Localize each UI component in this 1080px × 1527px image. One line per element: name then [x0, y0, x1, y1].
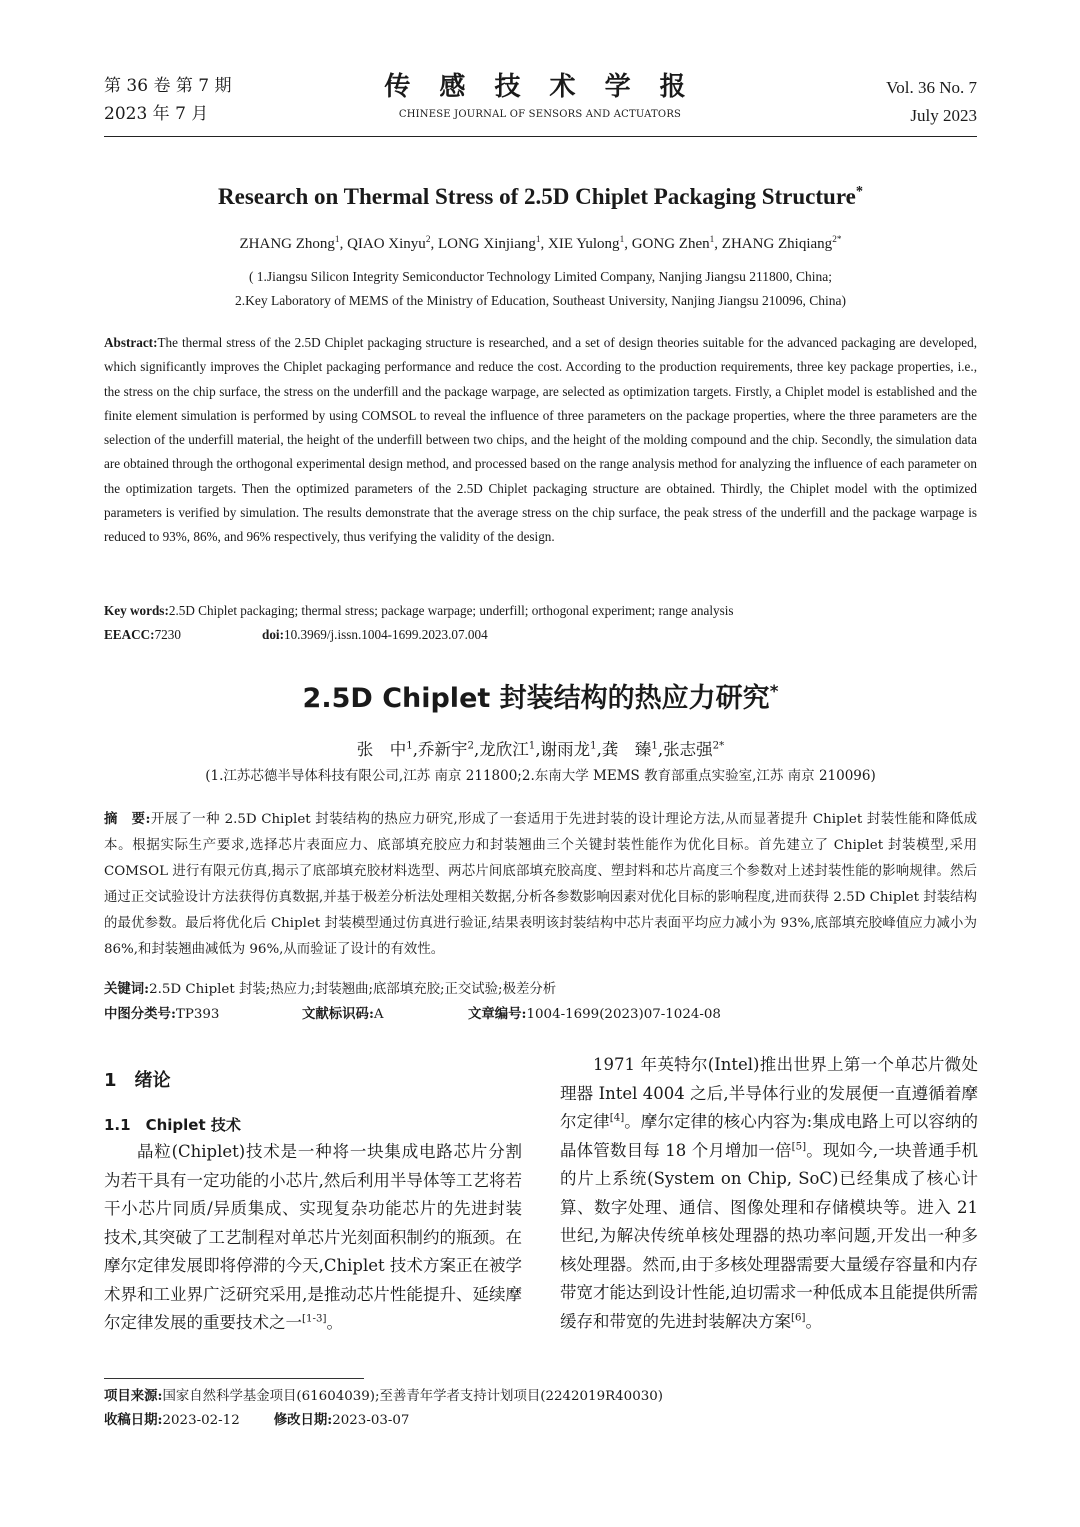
author-en-sup: 1 — [709, 235, 715, 245]
received-label: 收稿日期: — [104, 1412, 163, 1428]
abstract-cn-label: 摘 要: — [104, 811, 151, 827]
header-right — [886, 74, 977, 130]
fund-text: 国家自然科学基金项目(61604039);至善青年学者支持计划项目(2242019R40030) — [162, 1389, 663, 1404]
author-en: GONG Zhen — [631, 236, 710, 252]
paragraph-text: 。摩尔定律的核心内容为:集成电路上可以容纳的晶体管数目每 18 个月增加一倍 — [560, 1112, 978, 1160]
body-column-right — [560, 1051, 978, 1336]
affiliation-en-1: ( 1.Jiangsu Silicon Integrity Semiconductor Technology Limited Company, Nanjing Jiangsu 211800, China; — [248, 269, 833, 284]
paragraph-text: 。 — [326, 1313, 343, 1332]
author-cn-sup: 1 — [528, 740, 536, 752]
author-en: XIE Yulong — [548, 236, 620, 252]
paragraph-text: 1971 年英特尔(Intel)推出世界上第一个单芯片微处理器 Intel 4004 之后,半导体行业的发展便一直遵循着摩尔定律 — [560, 1055, 978, 1131]
author-cn: 谢雨龙 — [540, 740, 591, 759]
footnote-rule — [104, 1378, 364, 1379]
journal-title-cn: 传 感 技 术 学 报 — [384, 72, 696, 102]
abstract-en — [104, 331, 977, 550]
keywords-cn-label: 关键词: — [104, 981, 150, 997]
doccode-value: A — [373, 1007, 384, 1022]
author-cn: 张 中 — [356, 740, 407, 759]
body-column-left — [104, 1138, 522, 1338]
paper-title-cn — [104, 676, 977, 715]
dates-note — [104, 1408, 409, 1433]
class-label: 中图分类号: — [104, 1006, 176, 1022]
classification-number — [104, 1002, 219, 1027]
header-left — [104, 72, 231, 128]
funding-note — [104, 1384, 663, 1409]
paragraph-text: 。 — [805, 1311, 822, 1331]
citation[interactable]: [4] — [609, 1112, 625, 1124]
author-en: ZHANG Zhong — [239, 236, 335, 252]
date-cn: 2023 年 7 月 — [104, 104, 209, 124]
header-rule — [104, 136, 977, 137]
author-en: LONG Xinjiang — [437, 236, 536, 252]
paragraph-text: 晶粒(Chiplet)技术是一种将一块集成电路芯片分割为若干具有一定功能的小芯片,然后利用半导体等工艺将若干小芯片同质/异质集成、实现复杂功能芯片的先进封装技术,其突破了工艺制程对单芯片光刻面积制约的瓶颈。在摩尔定律发展即将停滞的今天,Chiplet 技术方案正在被学术界和工业界广泛研究采用,是推动芯片性能提升、延续摩尔定律发展的重要技术之一 — [104, 1142, 522, 1332]
affiliation-en-2: 2.Key Laboratory of MEMS of the Ministry of Education, Southeast University, Nanjing Jiangsu 210096, China) — [234, 293, 847, 308]
keywords-cn — [104, 977, 556, 1002]
keywords-en — [104, 599, 977, 623]
document-code — [302, 1002, 384, 1027]
title-en-text: Research on Thermal Stress of 2.5D Chiplet Packaging Structure — [218, 184, 856, 209]
author-en-sup: 1 — [535, 235, 541, 245]
authors-cn: 张 中$^1$,乔新宇$^2$,龙欣江$^1$,谢雨龙$^1$,龚 臻$^1$,张志强$^{2*}$ — [356, 740, 725, 759]
doccode-label: 文献标识码: — [302, 1006, 374, 1022]
section-heading-1: 1 绪论 — [104, 1070, 171, 1091]
article-number — [468, 1002, 721, 1027]
paper-title-en — [104, 184, 977, 210]
author-cn: 张志强 — [663, 740, 713, 759]
author-cn: 龚 臻 — [601, 740, 652, 759]
keywords-cn-text: 2.5D Chiplet 封装;热应力;封装翘曲;底部填充胶;正交试验;极差分析 — [149, 982, 557, 997]
author-cn-sup: 1 — [590, 740, 597, 752]
paragraph-text: 。现如今,一块普通手机的片上系统(System on Chip, SoC)已经集成了核心计算、数字处理、通信、图像处理和存储模块等。进入 21 世纪,为解决传统单核处理器的热功率问题,开发出一种多核处理器。然而,由于多核处理器需要大量缓存容量和内存带宽才能达到设计性能,迫切需求一种低成本且能提供所需缓存和带宽的先进封装解决方案 — [560, 1140, 978, 1331]
revised-date: 2023-03-07 — [332, 1413, 410, 1428]
author-cn-sup: 1 — [651, 740, 658, 752]
received-date: 2023-02-12 — [162, 1413, 240, 1428]
citation[interactable]: [5] — [791, 1141, 807, 1152]
eeacc-value: 7230 — [154, 627, 181, 642]
author-en-sup: 1 — [619, 235, 625, 245]
abstract-en-text: The thermal stress of the 2.5D Chiplet packaging structure is researched, and a set of design theories suitable for the advanced packaging are developed, which significantly improves the Chiplet packaging performance and reduce the cost. According to the production requirements, three key package properties, i.e., the stress on the chip surface, the stress on the underfill and the package warpage, are selected as optimization targets. Firstly, a Chiplet model is established and the finite element simulation is performed by using COMSOL to reveal the influence of three parameters on the package properties, where the three parameters are the selection of the underfill material, the height of the underfill between two chips, and the height of the molding compound and the chip. Secondly, the simulation data are obtained through the orthogonal experimental design method, and processed based on the range analysis method for analyzing the influence of each parameter on the optimization targets. Then the optimized parameters of the 2.5D Chiplet packaging structure are obtained. Thirdly, the Chiplet model with the optimized parameters is verified by simulation. The results demonstrate that the average stress on the chip surface, the peak stress of the underfill and the package warpage is reduced to 93%, 86%, and 96% respectively, thus verifying the validity of the design. — [104, 335, 977, 545]
title-cn-mark: * — [769, 681, 779, 701]
class-value: TP393 — [175, 1007, 220, 1022]
author-en-sup: 1 — [334, 235, 340, 245]
author-en: QIAO Xinyu — [347, 236, 426, 252]
author-cn-sup: 2 — [467, 740, 475, 752]
doi-value[interactable]: 10.3969/j.issn.1004-1699.2023.07.004 — [283, 627, 488, 642]
volume-issue-en: Vol. 36 No. 7 — [886, 78, 977, 97]
abstract-cn — [104, 806, 977, 963]
title-en-mark: * — [855, 183, 863, 200]
paragraph — [104, 1138, 522, 1338]
journal-title-en: CHINESE JOURNAL OF SENSORS AND ACTUATORS — [398, 109, 682, 120]
keywords-en-label: Key words: — [104, 603, 169, 618]
author-cn-sup: 1 — [406, 740, 413, 752]
doi — [262, 623, 488, 647]
abstract-cn-text: 开展了一种 2.5D Chiplet 封装结构的热应力研究,形成了一套适用于先进封装的设计理论方法,从而显著提升 Chiplet 封装性能和降低成本。根据实际生产要求,选择芯片表面应力、底部填充胶应力和封装翘曲三个关键封装性能作为优化目标。首先建立了 Chiplet 封装模型,采用 COMSOL 进行有限元仿真,揭示了底部填充胶材料选型、两芯片间底部填充胶高度、塑封料和芯片高度三个参数对上述封装性能的影响规律。然后通过正交试验设计方法获得仿真数据,并基于极差分析法处理相关数据,分析各参数影响因素对优化目标的影响程度,进而获得 2.5D Chiplet 封装结构的最优参数。最后将优化后 Chiplet 封装模型通过仿真进行验证,结果表明该封装结构中芯片表面平均应力减小为 93%,底部填充胶峰值应力减小为 86%,和封装翘曲减低为 96%,从而验证了设计的有效性。 — [104, 812, 978, 957]
paragraph — [560, 1051, 978, 1336]
author-cn: 乔新宇 — [418, 740, 468, 759]
fund-label: 项目来源: — [104, 1388, 163, 1404]
journal-masthead — [340, 66, 740, 120]
title-cn-text: 2.5D Chiplet 封装结构的热应力研究 — [302, 683, 770, 714]
date-en: July 2023 — [910, 106, 977, 125]
affiliation-cn: (1.江苏芯德半导体科技有限公司,江苏 南京 211800;2.东南大学 MEMS 教育部重点实验室,江苏 南京 210096) — [205, 768, 876, 784]
citation[interactable]: [1-3] — [302, 1313, 327, 1325]
affiliations-en — [104, 265, 977, 313]
author-cn-sup: 2* — [712, 740, 725, 752]
authors-en: ZHANG Zhong$^1$, QIAO Xinyu$^2$, LONG Xinjiang$^1$, XIE Yulong$^1$, GONG Zhen$^1$, ZHANG Zhiqiang$^{2*}$ — [239, 235, 842, 252]
volume-issue-cn: 第 36 卷 第 7 期 — [104, 76, 232, 96]
eeacc-label: EEACC: — [104, 627, 155, 642]
artnum-value: 1004-1699(2023)07-1024-08 — [526, 1007, 721, 1022]
keywords-en-text: 2.5D Chiplet packaging; thermal stress; package warpage; underfill; orthogonal experiment; range analysis — [168, 603, 734, 618]
author-en-sup: 2 — [425, 235, 431, 245]
author-cn: 龙欣江 — [479, 740, 529, 759]
abstract-en-label: Abstract: — [104, 335, 158, 350]
eeacc — [104, 623, 181, 647]
citation[interactable]: [6] — [791, 1312, 806, 1323]
artnum-label: 文章编号: — [468, 1006, 527, 1022]
doi-label: doi: — [262, 627, 284, 642]
author-en: ZHANG Zhiqiang — [721, 236, 833, 252]
revised-label: 修改日期: — [273, 1412, 333, 1428]
author-en-sup: 2* — [832, 235, 842, 245]
section-heading-1-1: 1.1 Chiplet 技术 — [104, 1116, 241, 1134]
